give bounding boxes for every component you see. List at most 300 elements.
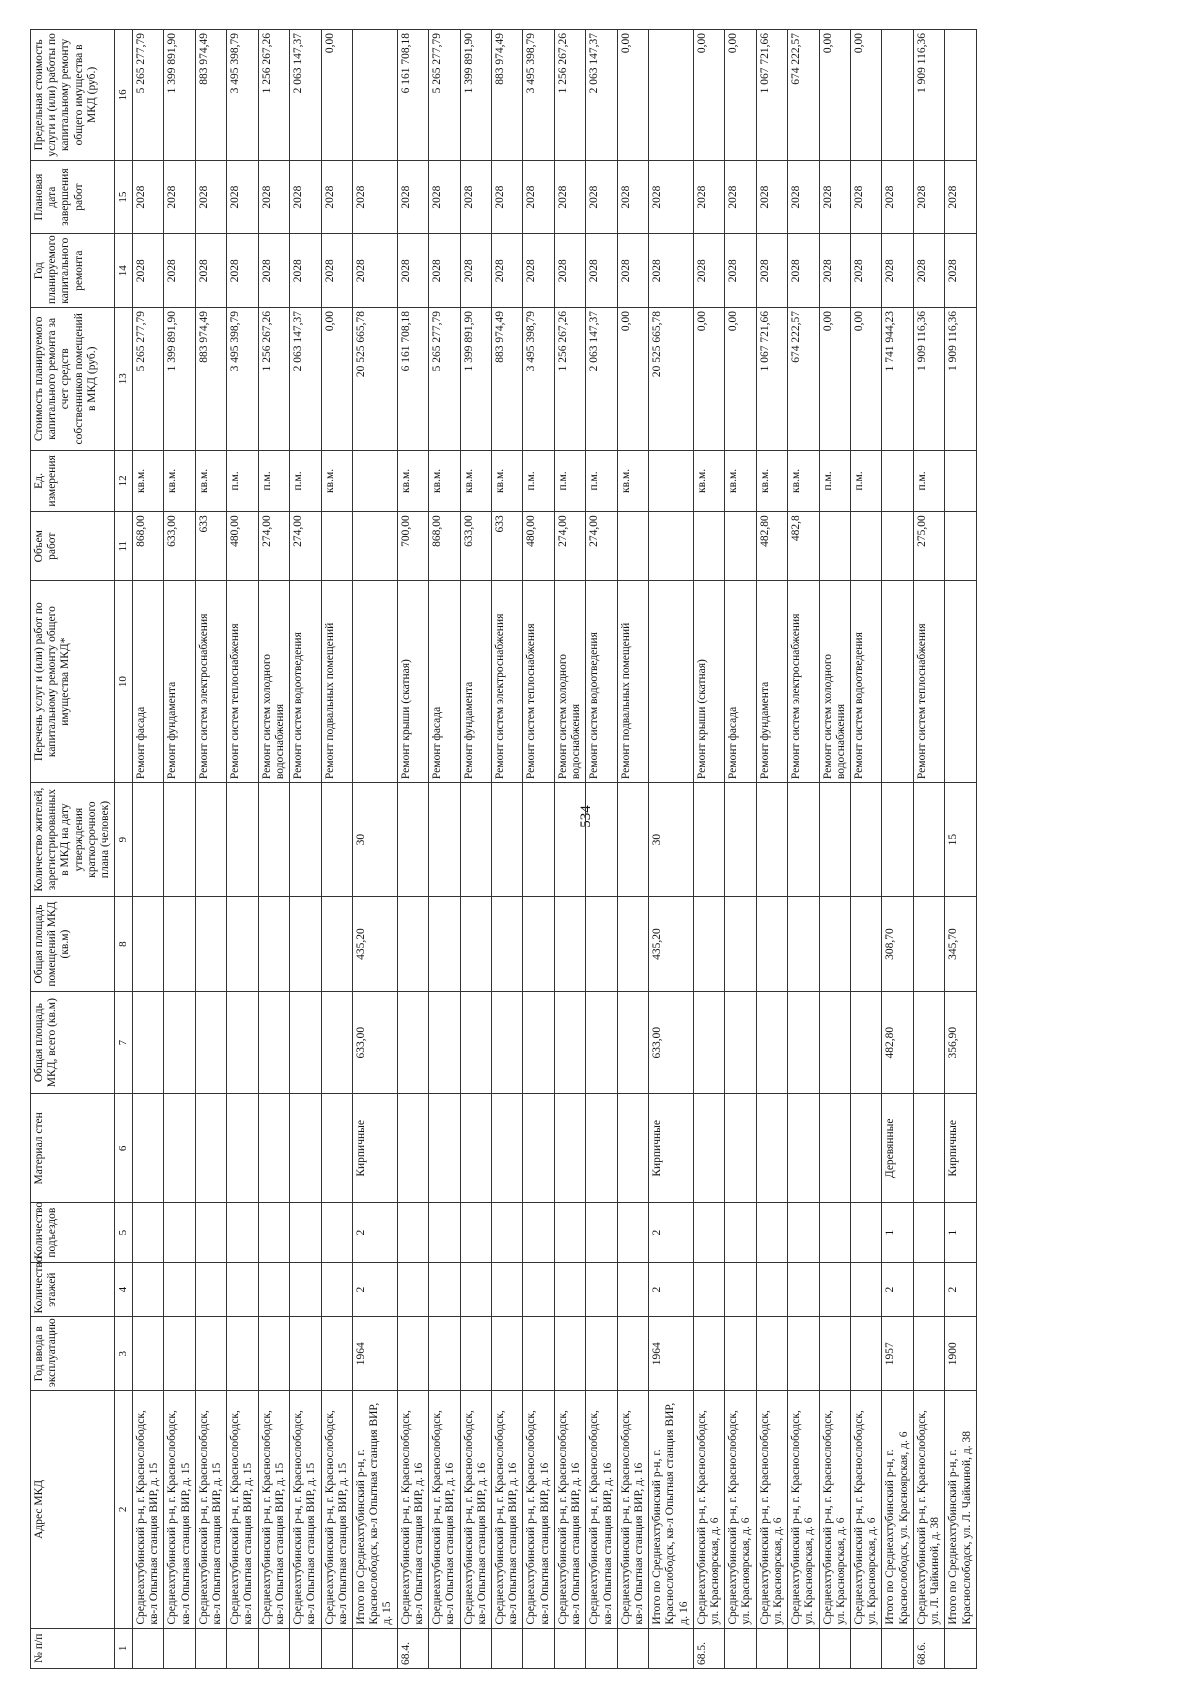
completion-date-cell: 2028 bbox=[321, 160, 352, 234]
repair-year-cell: 2028 bbox=[617, 233, 648, 307]
table-row bbox=[195, 29, 226, 1668]
completion-date-cell: 2028 bbox=[586, 160, 617, 234]
unit-cell: кв.м. bbox=[132, 450, 163, 512]
column-number-cell: 2 bbox=[115, 1390, 133, 1628]
wall-material-cell bbox=[460, 1093, 491, 1202]
completion-date-cell: 2028 bbox=[554, 160, 585, 234]
entrances-count-cell bbox=[851, 1202, 882, 1261]
work-type-cell: Ремонт систем водоотведения bbox=[290, 580, 321, 782]
residents-count-cell: 15 bbox=[945, 782, 976, 896]
work-volume-cell bbox=[617, 511, 648, 580]
planned-cost-cell: 2 063 147,37 bbox=[586, 307, 617, 450]
work-type-cell: Ремонт фасада bbox=[725, 580, 756, 782]
header-cell: Ед. измерения bbox=[31, 450, 115, 512]
work-type-cell bbox=[945, 580, 976, 782]
unit-cell: кв.м. bbox=[725, 450, 756, 512]
wall-material-cell bbox=[429, 1093, 460, 1202]
floors-count-cell bbox=[523, 1262, 554, 1317]
entrances-count-cell bbox=[819, 1202, 850, 1261]
commissioning-year-cell bbox=[397, 1316, 428, 1390]
premises-area-cell bbox=[164, 896, 195, 991]
work-volume-cell bbox=[321, 511, 352, 580]
residents-count-cell bbox=[851, 782, 882, 896]
total-area-cell bbox=[321, 991, 352, 1093]
cost-limit-cell: 1 256 267,26 bbox=[258, 29, 289, 160]
work-type-cell: Ремонт систем теплоснабжения bbox=[523, 580, 554, 782]
total-area-cell bbox=[491, 991, 522, 1093]
entrances-count-cell bbox=[258, 1202, 289, 1261]
wall-material-cell bbox=[788, 1093, 819, 1202]
column-number-cell: 1 bbox=[115, 1628, 133, 1668]
floors-count-cell bbox=[725, 1262, 756, 1317]
row-number-cell bbox=[491, 1628, 522, 1668]
table-row bbox=[913, 29, 944, 1668]
commissioning-year-cell bbox=[851, 1316, 882, 1390]
completion-date-cell: 2028 bbox=[725, 160, 756, 234]
work-type-cell: Ремонт систем теплоснабжения bbox=[913, 580, 944, 782]
premises-area-cell bbox=[132, 896, 163, 991]
capital-repair-table bbox=[30, 29, 977, 1669]
residents-count-cell bbox=[523, 782, 554, 896]
total-area-cell bbox=[460, 991, 491, 1093]
entrances-count-cell bbox=[227, 1202, 258, 1261]
completion-date-cell: 2028 bbox=[164, 160, 195, 234]
row-number-cell bbox=[586, 1628, 617, 1668]
mkd-address-cell: Среднеахтубинский р-н, г. Краснослободск, ул. Красноярская, д. 6 bbox=[851, 1390, 882, 1628]
repair-year-cell: 2028 bbox=[164, 233, 195, 307]
cost-limit-cell: 0,00 bbox=[725, 29, 756, 160]
entrances-count-cell bbox=[693, 1202, 724, 1261]
premises-area-cell bbox=[491, 896, 522, 991]
mkd-address-cell: Итого по Среднеахтубинский р-н, г. Краснослободск, кв-л Опытная станция ВИР, д. 16 bbox=[649, 1390, 694, 1628]
repair-year-cell: 2028 bbox=[788, 233, 819, 307]
commissioning-year-cell bbox=[132, 1316, 163, 1390]
entrances-count-cell bbox=[397, 1202, 428, 1261]
entrances-count-cell bbox=[491, 1202, 522, 1261]
floors-count-cell bbox=[460, 1262, 491, 1317]
completion-date-cell: 2028 bbox=[258, 160, 289, 234]
table-row bbox=[756, 29, 787, 1668]
header-cell: Адрес МКД bbox=[31, 1390, 115, 1628]
work-volume-cell: 482,80 bbox=[756, 511, 787, 580]
planned-cost-cell: 5 265 277,79 bbox=[132, 307, 163, 450]
mkd-address-cell: Среднеахтубинский р-н, г. Краснослободск, кв-л Опытная станция ВИР, д. 15 bbox=[227, 1390, 258, 1628]
entrances-count-cell bbox=[132, 1202, 163, 1261]
repair-year-cell: 2028 bbox=[523, 233, 554, 307]
mkd-address-cell: Среднеахтубинский р-н, г. Краснослободск, кв-л Опытная станция ВИР, д. 16 bbox=[523, 1390, 554, 1628]
residents-count-cell bbox=[195, 782, 226, 896]
planned-cost-cell: 0,00 bbox=[851, 307, 882, 450]
mkd-address-cell: Итого по Среднеахтубинский р-н, г. Краснослободск, ул. Красноярская, д. 6 bbox=[882, 1390, 913, 1628]
unit-cell: п.м. bbox=[523, 450, 554, 512]
completion-date-cell: 2028 bbox=[882, 160, 913, 234]
wall-material-cell bbox=[693, 1093, 724, 1202]
column-number-cell: 4 bbox=[115, 1262, 133, 1317]
work-type-cell: Ремонт систем холодного водоснабжения bbox=[554, 580, 585, 782]
mkd-address-cell: Среднеахтубинский р-н, г. Краснослободск, кв-л Опытная станция ВИР, д. 15 bbox=[195, 1390, 226, 1628]
floors-count-cell bbox=[756, 1262, 787, 1317]
unit-cell: п.м. bbox=[913, 450, 944, 512]
planned-cost-cell: 5 265 277,79 bbox=[429, 307, 460, 450]
repair-year-cell: 2028 bbox=[258, 233, 289, 307]
work-volume-cell bbox=[819, 511, 850, 580]
mkd-address-cell: Среднеахтубинский р-н, г. Краснослободск, кв-л Опытная станция ВИР, д. 15 bbox=[258, 1390, 289, 1628]
planned-cost-cell: 3 495 398,79 bbox=[227, 307, 258, 450]
repair-year-cell: 2028 bbox=[725, 233, 756, 307]
entrances-count-cell: 2 bbox=[353, 1202, 398, 1261]
commissioning-year-cell bbox=[586, 1316, 617, 1390]
column-number-cell: 6 bbox=[115, 1093, 133, 1202]
work-type-cell: Ремонт фундамента bbox=[164, 580, 195, 782]
planned-cost-cell: 674 222,57 bbox=[788, 307, 819, 450]
work-volume-cell bbox=[725, 511, 756, 580]
row-number-cell bbox=[321, 1628, 352, 1668]
repair-year-cell: 2028 bbox=[429, 233, 460, 307]
commissioning-year-cell bbox=[429, 1316, 460, 1390]
mkd-address-cell: Среднеахтубинский р-н, г. Краснослободск, ул. Л. Чайкиной, д. 38 bbox=[913, 1390, 944, 1628]
row-number-cell bbox=[429, 1628, 460, 1668]
premises-area-cell bbox=[554, 896, 585, 991]
unit-cell: кв.м. bbox=[617, 450, 648, 512]
table-row bbox=[819, 29, 850, 1668]
floors-count-cell bbox=[693, 1262, 724, 1317]
completion-date-cell: 2028 bbox=[617, 160, 648, 234]
planned-cost-cell: 883 974,49 bbox=[195, 307, 226, 450]
unit-cell: кв.м. bbox=[321, 450, 352, 512]
work-volume-cell: 633 bbox=[195, 511, 226, 580]
repair-year-cell: 2028 bbox=[227, 233, 258, 307]
premises-area-cell bbox=[397, 896, 428, 991]
floors-count-cell bbox=[132, 1262, 163, 1317]
completion-date-cell: 2028 bbox=[945, 160, 976, 234]
work-volume-cell: 275,00 bbox=[913, 511, 944, 580]
cost-limit-cell: 883 974,49 bbox=[195, 29, 226, 160]
cost-limit-cell: 1 399 891,90 bbox=[460, 29, 491, 160]
wall-material-cell bbox=[164, 1093, 195, 1202]
commissioning-year-cell bbox=[491, 1316, 522, 1390]
row-number-cell bbox=[882, 1628, 913, 1668]
residents-count-cell bbox=[491, 782, 522, 896]
commissioning-year-cell bbox=[819, 1316, 850, 1390]
wall-material-cell bbox=[321, 1093, 352, 1202]
header-cell: Количество подъездов bbox=[31, 1202, 115, 1261]
total-area-cell bbox=[617, 991, 648, 1093]
mkd-address-cell: Среднеахтубинский р-н, г. Краснослободск, кв-л Опытная станция ВИР, д. 15 bbox=[164, 1390, 195, 1628]
table-row-total bbox=[882, 29, 913, 1668]
entrances-count-cell bbox=[290, 1202, 321, 1261]
wall-material-cell bbox=[586, 1093, 617, 1202]
work-volume-cell: 480,00 bbox=[227, 511, 258, 580]
work-volume-cell bbox=[945, 511, 976, 580]
repair-year-cell: 2028 bbox=[460, 233, 491, 307]
completion-date-cell: 2028 bbox=[132, 160, 163, 234]
cost-limit-cell: 0,00 bbox=[851, 29, 882, 160]
table-row bbox=[429, 29, 460, 1668]
premises-area-cell bbox=[258, 896, 289, 991]
header-row bbox=[31, 29, 115, 1668]
unit-cell bbox=[649, 450, 694, 512]
wall-material-cell bbox=[290, 1093, 321, 1202]
work-volume-cell: 700,00 bbox=[397, 511, 428, 580]
work-type-cell: Ремонт крыши (скатная) bbox=[693, 580, 724, 782]
table-row bbox=[164, 29, 195, 1668]
table-row bbox=[290, 29, 321, 1668]
total-area-cell bbox=[586, 991, 617, 1093]
work-volume-cell: 633 bbox=[491, 511, 522, 580]
table-row bbox=[132, 29, 163, 1668]
entrances-count-cell bbox=[756, 1202, 787, 1261]
table-row bbox=[397, 29, 428, 1668]
unit-cell: кв.м. bbox=[788, 450, 819, 512]
cost-limit-cell bbox=[945, 29, 976, 160]
work-type-cell: Ремонт систем электроснабжения bbox=[491, 580, 522, 782]
mkd-address-cell: Среднеахтубинский р-н, г. Краснослободск, кв-л Опытная станция ВИР, д. 16 bbox=[460, 1390, 491, 1628]
work-volume-cell: 480,00 bbox=[523, 511, 554, 580]
mkd-address-cell: Среднеахтубинский р-н, г. Краснослободск, кв-л Опытная станция ВИР, д. 16 bbox=[586, 1390, 617, 1628]
column-number-cell: 13 bbox=[115, 307, 133, 450]
total-area-cell bbox=[164, 991, 195, 1093]
repair-year-cell: 2028 bbox=[649, 233, 694, 307]
mkd-address-cell: Среднеахтубинский р-н, г. Краснослободск, ул. Красноярская, д. 6 bbox=[725, 1390, 756, 1628]
header-cell: Количество этажей bbox=[31, 1262, 115, 1317]
unit-cell: п.м. bbox=[851, 450, 882, 512]
premises-area-cell bbox=[693, 896, 724, 991]
premises-area-cell: 435,20 bbox=[353, 896, 398, 991]
work-volume-cell bbox=[851, 511, 882, 580]
work-type-cell: Ремонт систем водоотведения bbox=[851, 580, 882, 782]
commissioning-year-cell bbox=[693, 1316, 724, 1390]
row-number-cell bbox=[195, 1628, 226, 1668]
wall-material-cell bbox=[756, 1093, 787, 1202]
repair-year-cell: 2028 bbox=[851, 233, 882, 307]
commissioning-year-cell bbox=[756, 1316, 787, 1390]
commissioning-year-cell bbox=[460, 1316, 491, 1390]
floors-count-cell: 2 bbox=[882, 1262, 913, 1317]
residents-count-cell bbox=[725, 782, 756, 896]
planned-cost-cell: 1 067 721,66 bbox=[756, 307, 787, 450]
floors-count-cell bbox=[195, 1262, 226, 1317]
planned-cost-cell: 20 525 665,78 bbox=[353, 307, 398, 450]
table-row bbox=[321, 29, 352, 1668]
work-volume-cell: 274,00 bbox=[258, 511, 289, 580]
mkd-address-cell: Итого по Среднеахтубинский р-н, г. Краснослободск, кв-л Опытная станция ВИР, д. 15 bbox=[353, 1390, 398, 1628]
entrances-count-cell bbox=[617, 1202, 648, 1261]
floors-count-cell bbox=[258, 1262, 289, 1317]
row-number-cell bbox=[725, 1628, 756, 1668]
commissioning-year-cell bbox=[913, 1316, 944, 1390]
wall-material-cell: Кирпичные bbox=[353, 1093, 398, 1202]
table-row bbox=[491, 29, 522, 1668]
planned-cost-cell: 1 399 891,90 bbox=[164, 307, 195, 450]
table-row bbox=[523, 29, 554, 1668]
completion-date-cell: 2028 bbox=[491, 160, 522, 234]
premises-area-cell: 308,70 bbox=[882, 896, 913, 991]
commissioning-year-cell bbox=[290, 1316, 321, 1390]
planned-cost-cell: 20 525 665,78 bbox=[649, 307, 694, 450]
floors-count-cell: 2 bbox=[353, 1262, 398, 1317]
completion-date-cell: 2028 bbox=[788, 160, 819, 234]
wall-material-cell bbox=[913, 1093, 944, 1202]
wall-material-cell bbox=[258, 1093, 289, 1202]
wall-material-cell: Деревянные bbox=[882, 1093, 913, 1202]
mkd-address-cell: Среднеахтубинский р-н, г. Краснослободск, кв-л Опытная станция ВИР, д. 16 bbox=[491, 1390, 522, 1628]
floors-count-cell bbox=[164, 1262, 195, 1317]
total-area-cell bbox=[258, 991, 289, 1093]
row-number-cell bbox=[788, 1628, 819, 1668]
entrances-count-cell: 1 bbox=[882, 1202, 913, 1261]
work-volume-cell: 274,00 bbox=[586, 511, 617, 580]
unit-cell: кв.м. bbox=[756, 450, 787, 512]
header-cell: Год планируемого капитального ремонта bbox=[31, 233, 115, 307]
total-area-cell bbox=[397, 991, 428, 1093]
header-cell: Предельная стоимость услуги и (или) работы по капитальному ремонту общего имущества в МКД (руб.) bbox=[31, 29, 115, 160]
premises-area-cell bbox=[819, 896, 850, 991]
row-number-cell bbox=[353, 1628, 398, 1668]
completion-date-cell: 2028 bbox=[851, 160, 882, 234]
work-type-cell: Ремонт крыши (скатная) bbox=[397, 580, 428, 782]
cost-limit-cell bbox=[353, 29, 398, 160]
completion-date-cell: 2028 bbox=[290, 160, 321, 234]
table-body bbox=[132, 29, 976, 1668]
row-number-cell bbox=[523, 1628, 554, 1668]
header-cell: № п/п bbox=[31, 1628, 115, 1668]
cost-limit-cell: 1 256 267,26 bbox=[554, 29, 585, 160]
work-volume-cell: 633,00 bbox=[164, 511, 195, 580]
wall-material-cell: Кирпичные bbox=[945, 1093, 976, 1202]
residents-count-cell bbox=[397, 782, 428, 896]
residents-count-cell bbox=[913, 782, 944, 896]
row-number-cell bbox=[945, 1628, 976, 1668]
planned-cost-cell: 0,00 bbox=[693, 307, 724, 450]
planned-cost-cell: 0,00 bbox=[725, 307, 756, 450]
premises-area-cell bbox=[851, 896, 882, 991]
premises-area-cell bbox=[321, 896, 352, 991]
total-area-cell bbox=[851, 991, 882, 1093]
floors-count-cell bbox=[290, 1262, 321, 1317]
planned-cost-cell: 1 909 116,36 bbox=[913, 307, 944, 450]
page-number: 534 bbox=[577, 805, 594, 828]
residents-count-cell bbox=[819, 782, 850, 896]
total-area-cell bbox=[913, 991, 944, 1093]
total-area-cell bbox=[819, 991, 850, 1093]
wall-material-cell bbox=[397, 1093, 428, 1202]
repair-year-cell: 2028 bbox=[913, 233, 944, 307]
work-volume-cell: 274,00 bbox=[554, 511, 585, 580]
column-number-cell: 12 bbox=[115, 450, 133, 512]
work-volume-cell bbox=[649, 511, 694, 580]
work-type-cell: Ремонт подвальных помещений bbox=[617, 580, 648, 782]
cost-limit-cell: 2 063 147,37 bbox=[586, 29, 617, 160]
entrances-count-cell bbox=[913, 1202, 944, 1261]
total-area-cell bbox=[693, 991, 724, 1093]
repair-year-cell: 2028 bbox=[586, 233, 617, 307]
premises-area-cell bbox=[756, 896, 787, 991]
wall-material-cell bbox=[617, 1093, 648, 1202]
cost-limit-cell: 3 495 398,79 bbox=[227, 29, 258, 160]
premises-area-cell bbox=[195, 896, 226, 991]
table-row bbox=[554, 29, 585, 1668]
row-number-cell: 68.5. bbox=[693, 1628, 724, 1668]
mkd-address-cell: Среднеахтубинский р-н, г. Краснослободск, ул. Красноярская, д. 6 bbox=[693, 1390, 724, 1628]
total-area-cell: 633,00 bbox=[353, 991, 398, 1093]
commissioning-year-cell bbox=[195, 1316, 226, 1390]
row-number-cell bbox=[132, 1628, 163, 1668]
column-number-cell: 10 bbox=[115, 580, 133, 782]
total-area-cell bbox=[788, 991, 819, 1093]
commissioning-year-cell: 1964 bbox=[649, 1316, 694, 1390]
floors-count-cell bbox=[321, 1262, 352, 1317]
cost-limit-cell: 883 974,49 bbox=[491, 29, 522, 160]
total-area-cell bbox=[290, 991, 321, 1093]
header-cell: Материал стен bbox=[31, 1093, 115, 1202]
floors-count-cell bbox=[913, 1262, 944, 1317]
unit-cell bbox=[945, 450, 976, 512]
row-number-cell bbox=[617, 1628, 648, 1668]
floors-count-cell bbox=[491, 1262, 522, 1317]
repair-year-cell: 2028 bbox=[132, 233, 163, 307]
work-type-cell: Ремонт систем холодного водоснабжения bbox=[819, 580, 850, 782]
work-type-cell: Ремонт фасада bbox=[132, 580, 163, 782]
entrances-count-cell bbox=[195, 1202, 226, 1261]
wall-material-cell bbox=[227, 1093, 258, 1202]
rotated-table-container bbox=[30, 29, 1170, 1669]
work-type-cell bbox=[882, 580, 913, 782]
floors-count-cell bbox=[554, 1262, 585, 1317]
total-area-cell bbox=[132, 991, 163, 1093]
floors-count-cell bbox=[227, 1262, 258, 1317]
cost-limit-cell: 0,00 bbox=[819, 29, 850, 160]
unit-cell: п.м. bbox=[227, 450, 258, 512]
planned-cost-cell: 1 256 267,26 bbox=[554, 307, 585, 450]
table-row bbox=[586, 29, 617, 1668]
repair-year-cell: 2028 bbox=[554, 233, 585, 307]
header-cell: Плановая дата завершения работ bbox=[31, 160, 115, 234]
column-number-cell: 16 bbox=[115, 29, 133, 160]
residents-count-cell: 30 bbox=[353, 782, 398, 896]
table-row bbox=[725, 29, 756, 1668]
cost-limit-cell: 0,00 bbox=[321, 29, 352, 160]
work-type-cell: Ремонт систем электроснабжения bbox=[195, 580, 226, 782]
unit-cell: п.м. bbox=[586, 450, 617, 512]
total-area-cell: 482,80 bbox=[882, 991, 913, 1093]
commissioning-year-cell bbox=[788, 1316, 819, 1390]
header-cell: Стоимость планируемого капитального ремонта за счет средств собственников помещений в МКД (руб.) bbox=[31, 307, 115, 450]
column-number-cell: 7 bbox=[115, 991, 133, 1093]
table-row-total bbox=[649, 29, 694, 1668]
unit-cell: п.м. bbox=[290, 450, 321, 512]
repair-year-cell: 2028 bbox=[945, 233, 976, 307]
repair-year-cell: 2028 bbox=[195, 233, 226, 307]
work-volume-cell: 633,00 bbox=[460, 511, 491, 580]
premises-area-cell: 435,20 bbox=[649, 896, 694, 991]
premises-area-cell bbox=[913, 896, 944, 991]
floors-count-cell bbox=[397, 1262, 428, 1317]
planned-cost-cell: 0,00 bbox=[321, 307, 352, 450]
cost-limit-cell: 1 909 116,36 bbox=[913, 29, 944, 160]
residents-count-cell bbox=[586, 782, 617, 896]
residents-count-cell bbox=[258, 782, 289, 896]
work-volume-cell bbox=[882, 511, 913, 580]
completion-date-cell: 2028 bbox=[429, 160, 460, 234]
total-area-cell bbox=[429, 991, 460, 1093]
repair-year-cell: 2028 bbox=[693, 233, 724, 307]
unit-cell bbox=[353, 450, 398, 512]
planned-cost-cell: 0,00 bbox=[819, 307, 850, 450]
column-number-cell: 14 bbox=[115, 233, 133, 307]
total-area-cell bbox=[523, 991, 554, 1093]
planned-cost-cell: 3 495 398,79 bbox=[523, 307, 554, 450]
mkd-address-cell: Итого по Среднеахтубинский р-н, г. Краснослободск, ул. Л. Чайкиной, д. 38 bbox=[945, 1390, 976, 1628]
